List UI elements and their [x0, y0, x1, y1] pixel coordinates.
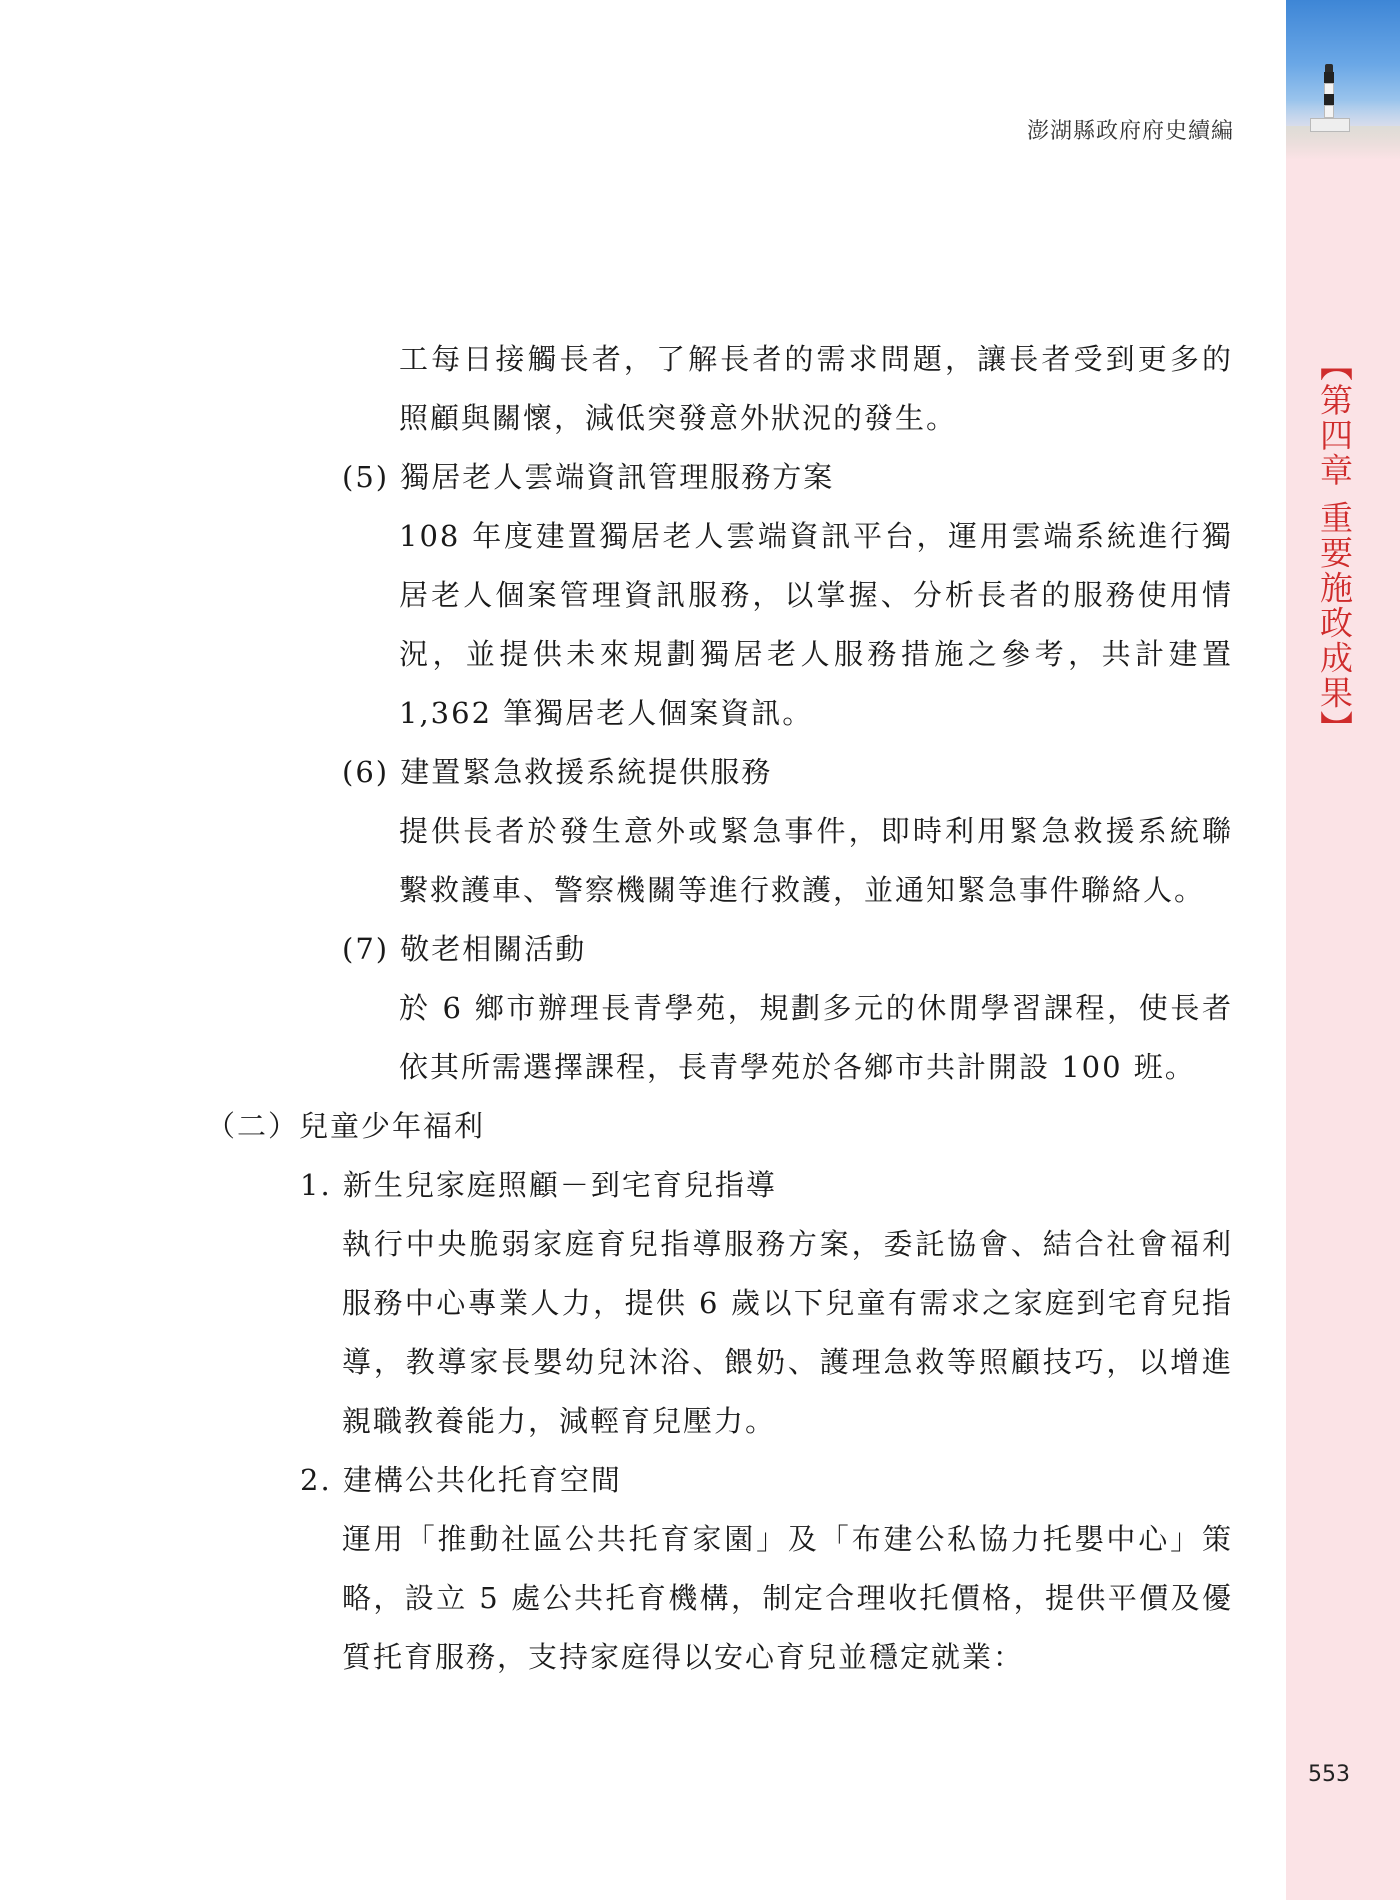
lighthouse-icon: [1322, 64, 1336, 130]
body-line: 1,362 筆獨居老人個案資訊。: [399, 696, 814, 730]
lighthouse-stripe: [1324, 72, 1334, 83]
body-line: 工每日接觸長者，了解長者的需求問題，讓長者受到更多的: [399, 342, 1233, 376]
lighthouse-base: [1310, 118, 1350, 132]
item-heading-6: (6) 建置緊急救援系統提供服務: [342, 755, 773, 789]
body-line: 質托育服務，支持家庭得以安心育兒並穩定就業：: [342, 1640, 1025, 1674]
body-line: 提供長者於發生意外或緊急事件，即時利用緊急救援系統聯: [399, 814, 1233, 848]
section-heading: （二）兒童少年福利: [206, 1109, 486, 1143]
lighthouse-photo: [1286, 0, 1400, 160]
item-heading-7: (7) 敬老相關活動: [342, 932, 587, 966]
running-header: 澎湖縣政府府史續編: [1026, 119, 1234, 144]
lighthouse-stripe: [1324, 94, 1334, 105]
body-line: 服務中心專業人力，提供 6 歲以下兒童有需求之家庭到宅育兒指: [342, 1286, 1233, 1320]
page-number: 553: [1308, 1762, 1350, 1787]
body-line: 於 6 鄉市辦理長青學苑，規劃多元的休閒學習課程，使長者: [399, 991, 1233, 1025]
side-band: [1286, 0, 1400, 1900]
subsection-heading-1: 1. 新生兒家庭照顧－到宅育兒指導: [300, 1168, 777, 1202]
body-line: 執行中央脆弱家庭育兒指導服務方案，委託協會、結合社會福利: [342, 1227, 1233, 1261]
lighthouse-lamp: [1325, 64, 1333, 72]
body-line: 運用「推動社區公共托育家園」及「布建公私協力托嬰中心」策: [342, 1522, 1233, 1556]
body-line: 導，教導家長嬰幼兒沐浴、餵奶、護理急救等照顧技巧，以增進: [342, 1345, 1233, 1379]
body-line: 照顧與關懷，減低突發意外狀況的發生。: [399, 401, 958, 435]
chapter-tab: 【第四章 重要施政成果】: [1315, 348, 1354, 746]
body-line: 況，並提供未來規劃獨居老人服務措施之參考，共計建置: [399, 637, 1233, 671]
subsection-heading-2: 2. 建構公共化托育空間: [300, 1463, 622, 1497]
body-line: 108 年度建置獨居老人雲端資訊平台，運用雲端系統進行獨: [399, 519, 1233, 553]
body-line: 略，設立 5 處公共托育機構，制定合理收托價格，提供平價及優: [342, 1581, 1233, 1615]
item-heading-5: (5) 獨居老人雲端資訊管理服務方案: [342, 460, 835, 494]
body-line: 居老人個案管理資訊服務，以掌握、分析長者的服務使用情: [399, 578, 1233, 612]
body-line: 依其所需選擇課程，長青學苑於各鄉市共計開設 100 班。: [399, 1050, 1196, 1084]
body-line: 親職教養能力，減輕育兒壓力。: [342, 1404, 777, 1438]
body-line: 繫救護車、警察機關等進行救護，並通知緊急事件聯絡人。: [399, 873, 1206, 907]
lighthouse-stripe: [1324, 105, 1334, 118]
